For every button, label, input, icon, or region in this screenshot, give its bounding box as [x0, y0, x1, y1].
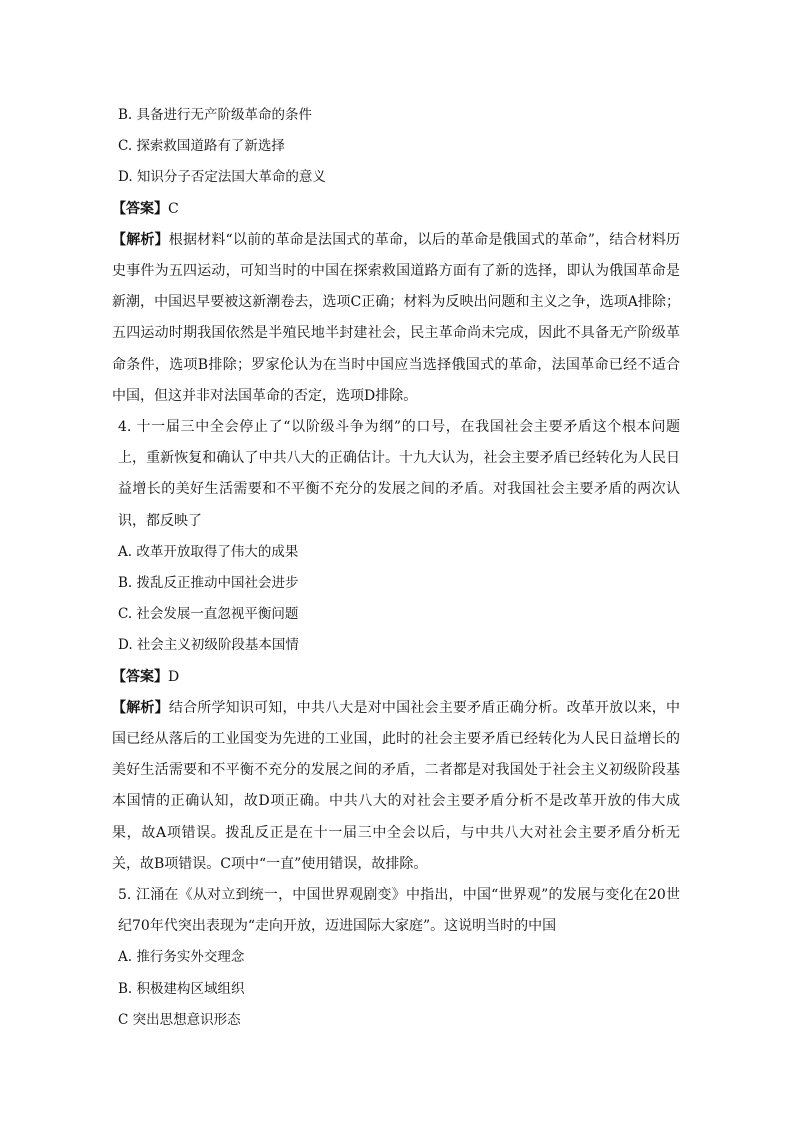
- q3-option-c[interactable]: C. 探索救国道路有了新选择: [118, 138, 285, 155]
- q5-option-b[interactable]: B. 积极建构区域组织: [118, 980, 245, 997]
- q3-analysis: [112, 225, 680, 412]
- q4-analysis: [112, 693, 680, 880]
- q3-analysis-text: 根据材料“以前的革命是法国式的革命，以后的革命是俄国式的革命”，结合材料历史事件为五四运动，可知当时的中国在探索救国道路方面有了新的选择，即认为俄国革命是新潮，中国迟早要被这新潮卷去，选项C正确；材料为反映出问题和主义之争，选项A排除；五四运动时期我国依然是半殖民地半封建社会，民主革命尚未完成，因此不具备无产阶级革命条件，选项B排除；罗家伦认为在当时中国应当选择俄国式的革命，法国革命已经不适合中国，但这并非对法国革命的否定，选项D排除。: [112, 231, 681, 404]
- q4-option-c[interactable]: C. 社会发展一直忽视平衡问题: [118, 606, 299, 623]
- q5-option-a[interactable]: A. 推行务实外交理念: [118, 949, 245, 966]
- q5-stem: 5. 江涌在《从对立到统一，中国世界观剧变》中指出，中国“世界观”的发展与变化在20世纪70年代突出表现为“走向开放，迈进国际大家庭”。这说明当时的中国: [118, 886, 680, 935]
- q3-answer-label: 【答案】: [112, 200, 168, 217]
- q4-option-a[interactable]: A. 改革开放取得了伟大的成果: [118, 543, 299, 560]
- q4-stem: 4. 十一届三中全会停止了“以阶级斗争为纲”的口号，在我国社会主要矛盾这个根本问题上，重新恢复和确认了中共八大的正确估计。十九大认为，社会主要矛盾已经转化为人民日益增长的美好生活需要和不平衡不充分的发展之间的矛盾。对我国社会主要矛盾的两次认识，都反映了: [118, 418, 680, 529]
- q3-option-b[interactable]: B. 具备进行无产阶级革命的条件: [118, 107, 313, 123]
- document-page: [112, 100, 681, 1036]
- q3-option-d[interactable]: D. 知识分子否定法国大革命的意义: [118, 169, 326, 186]
- q4-answer-value: D: [168, 668, 180, 685]
- q3-answer: [112, 194, 680, 225]
- q4-answer-label: 【答案】: [112, 668, 168, 685]
- q4-option-b[interactable]: B. 拨乱反正推动中国社会进步: [118, 574, 299, 591]
- q4-analysis-text: 结合所学知识可知，中共八大是对中国社会主要矛盾正确分析。改革开放以来，中国已经从落后的工业国变为先进的工业国，此时的社会主要矛盾已经转化为人民日益增长的美好生活需要和不平衡不充分的发展之间的矛盾，二者都是对我国处于社会主义初级阶段基本国情的正确认知，故D项正确。中共八大的对社会主要矛盾分析不是改革开放的伟大成果，故A项错误。拨乱反正是在十一届三中全会以后，与中共八大对社会主要矛盾分析无关，故B项错误。C项中“一直”使用错误，故排除。: [112, 699, 681, 872]
- q4-analysis-label: 【解析】: [112, 699, 169, 716]
- q3-answer-value: C: [168, 200, 179, 217]
- q3-analysis-label: 【解析】: [112, 231, 169, 248]
- q5-option-c[interactable]: C 突出思想意识形态: [118, 1011, 241, 1028]
- q4-answer: [112, 662, 680, 693]
- q4-option-d[interactable]: D. 社会主义初级阶段基本国情: [118, 637, 299, 654]
